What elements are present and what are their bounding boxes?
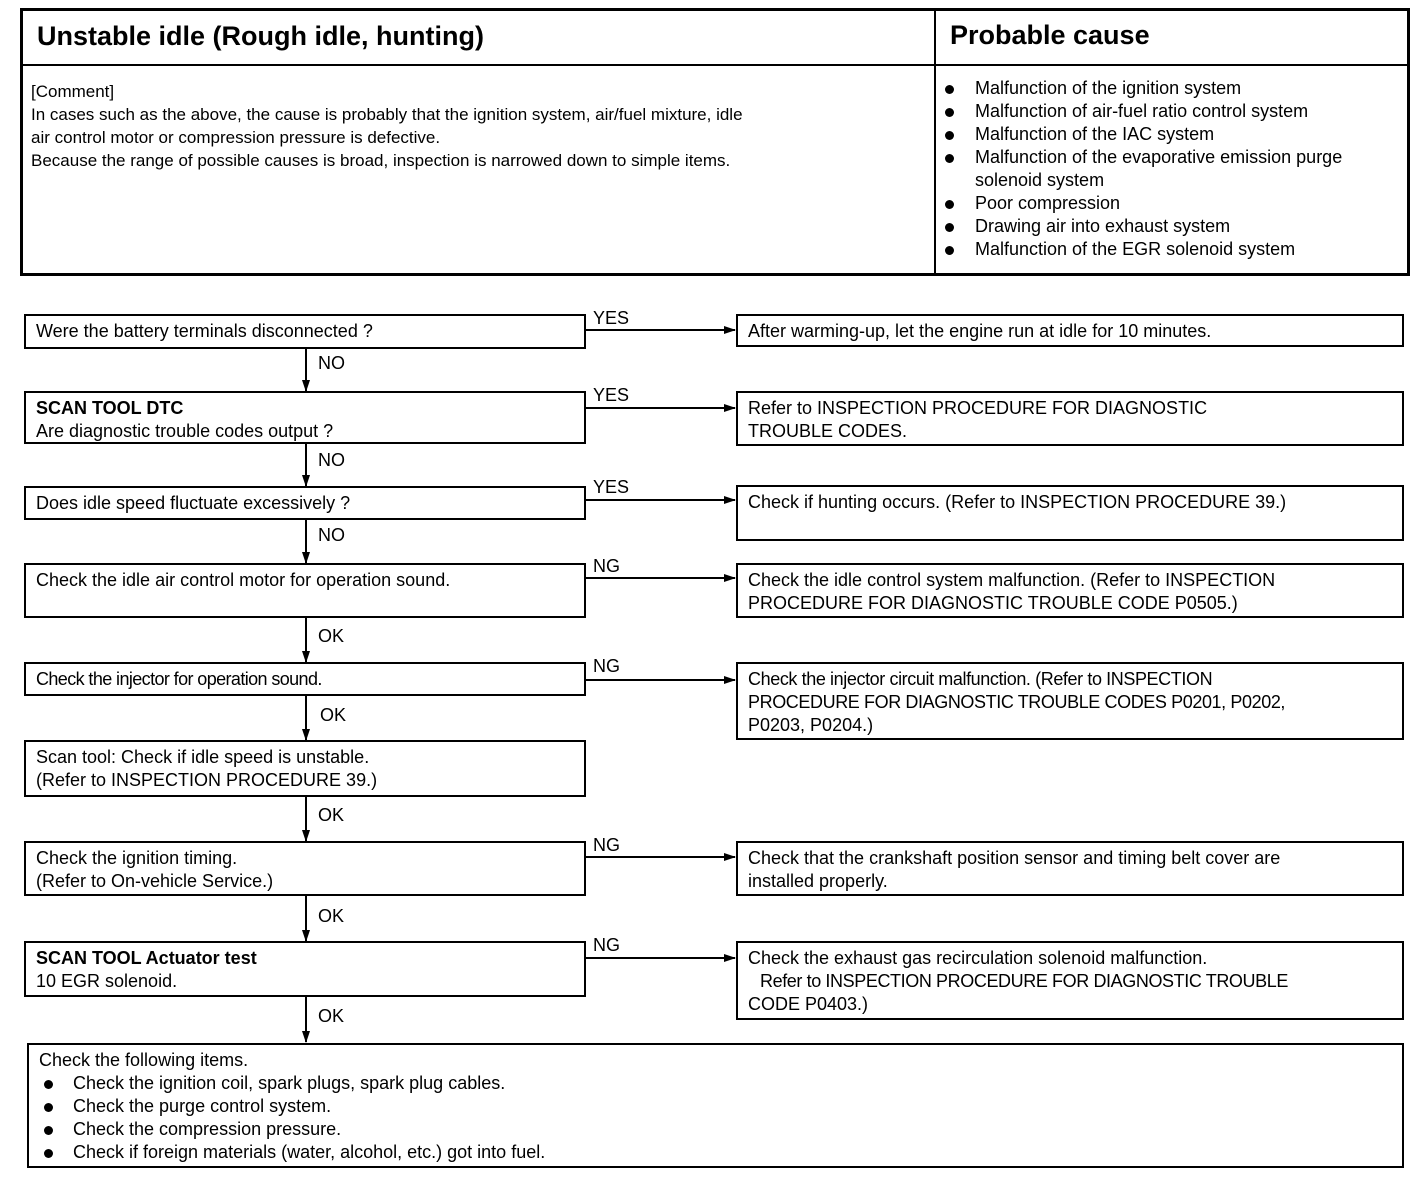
final-check-list bbox=[39, 1072, 1392, 1164]
probable-cause-title: Probable cause bbox=[950, 20, 1150, 50]
branch-label-yes: YES bbox=[593, 308, 630, 328]
down-label-ok: OK bbox=[318, 626, 345, 646]
page-title: Unstable idle (Rough idle, hunting) bbox=[37, 21, 484, 51]
branch-label-yes: YES bbox=[593, 385, 630, 405]
bullet-icon bbox=[44, 1080, 53, 1089]
result-box-injector-circuit: Check the injector circuit malfunction. (Refer to INSPECTION PROCEDURE FOR DIAGNOSTIC TROUBLE CODES P0201, P0202, P0203, P0204.) bbox=[736, 662, 1404, 740]
down-label-no: NO bbox=[318, 525, 345, 545]
bullet-icon bbox=[44, 1103, 53, 1112]
final-check-item: Check the ignition coil, spark plugs, spark plug cables. bbox=[39, 1072, 1392, 1095]
result-box-idle-control: Check the idle control system malfunction. (Refer to INSPECTION PROCEDURE FOR DIAGNOSTIC TROUBLE CODE P0505.) bbox=[736, 563, 1404, 618]
decision-box-scan-tool-dtc: SCAN TOOL DTC Are diagnostic trouble codes output ? bbox=[24, 391, 586, 444]
branch-label-ng: NG bbox=[593, 656, 620, 676]
bullet-icon bbox=[44, 1126, 53, 1135]
down-label-ok: OK bbox=[320, 705, 347, 725]
check-box-scan-idle-unstable: Scan tool: Check if idle speed is unstable. (Refer to INSPECTION PROCEDURE 39.) bbox=[24, 740, 586, 797]
result-box-crankshaft-sensor: Check that the crankshaft position sensor and timing belt cover are installed properly. bbox=[736, 841, 1404, 896]
check-box-actuator-test: SCAN TOOL Actuator test 10 EGR solenoid. bbox=[24, 941, 586, 997]
check-box-iac-motor: Check the idle air control motor for operation sound. bbox=[24, 563, 586, 618]
cause-item: Drawing air into exhaust system bbox=[942, 215, 1404, 238]
decision-box-idle-fluctuate: Does idle speed fluctuate excessively ? bbox=[24, 486, 586, 520]
cause-item: Malfunction of the ignition system bbox=[942, 77, 1404, 100]
branch-label-ng: NG bbox=[593, 556, 620, 576]
final-check-item: Check the compression pressure. bbox=[39, 1118, 1392, 1141]
result-box-dtc-procedure: Refer to INSPECTION PROCEDURE FOR DIAGNOSTIC TROUBLE CODES. bbox=[736, 391, 1404, 446]
final-check-box bbox=[27, 1043, 1404, 1168]
down-label-ok: OK bbox=[318, 906, 345, 926]
cause-item: Malfunction of the evaporative emission purge solenoid system bbox=[942, 146, 1404, 192]
down-label-no: NO bbox=[318, 450, 345, 470]
down-label-no: NO bbox=[318, 353, 345, 373]
comment-line-2: air control motor or compression pressure is defective. bbox=[31, 128, 441, 147]
final-check-item: Check the purge control system. bbox=[39, 1095, 1392, 1118]
cause-item: Malfunction of the IAC system bbox=[942, 123, 1404, 146]
result-box-hunting: Check if hunting occurs. (Refer to INSPECTION PROCEDURE 39.) bbox=[736, 485, 1404, 541]
decision-box-battery: Were the battery terminals disconnected ? bbox=[24, 314, 586, 349]
branch-label-ng: NG bbox=[593, 935, 620, 955]
final-check-item: Check if foreign materials (water, alcohol, etc.) got into fuel. bbox=[39, 1141, 1392, 1164]
down-label-ok: OK bbox=[318, 805, 345, 825]
down-label-ok: OK bbox=[318, 1006, 345, 1026]
final-heading: Check the following items. bbox=[39, 1050, 249, 1070]
check-box-injector: Check the injector for operation sound. bbox=[24, 662, 586, 696]
result-box-warm-up: After warming-up, let the engine run at idle for 10 minutes. bbox=[736, 314, 1404, 347]
comment-label: [Comment] bbox=[31, 82, 115, 101]
cause-item: Malfunction of the EGR solenoid system bbox=[942, 238, 1404, 261]
branch-label-ng: NG bbox=[593, 835, 620, 855]
cause-item: Poor compression bbox=[942, 192, 1404, 215]
comment-line-3: Because the range of possible causes is broad, inspection is narrowed down to simple items. bbox=[31, 151, 731, 170]
branch-label-yes: YES bbox=[593, 477, 630, 497]
result-box-egr-solenoid: Check the exhaust gas recirculation solenoid malfunction. Refer to INSPECTION PROCEDURE FOR DIAGNOSTIC TROUBLE CODE P0403.) bbox=[736, 941, 1404, 1020]
check-box-ignition-timing: Check the ignition timing. (Refer to On-vehicle Service.) bbox=[24, 841, 586, 896]
comment-line-1: In cases such as the above, the cause is probably that the ignition system, air/fuel mixture, idle bbox=[31, 105, 743, 124]
cause-item: Malfunction of air-fuel ratio control system bbox=[942, 100, 1404, 123]
bullet-icon bbox=[44, 1149, 53, 1158]
